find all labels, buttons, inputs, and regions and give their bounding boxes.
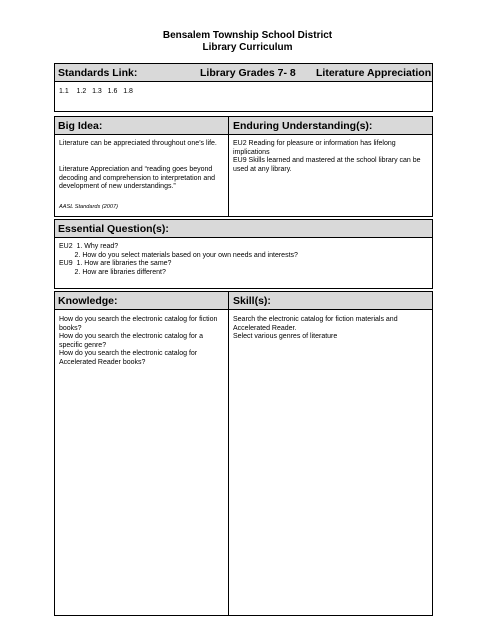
big-idea-p2: Literature Appreciation and “reading goes beyond decoding and comprehension to interpretation and development of new understandings.”	[59, 166, 216, 191]
grades-label: Library Grades 7- 8	[200, 67, 296, 79]
skills-label: Skill(s):	[233, 295, 271, 307]
enduring-eu2: EU2 Reading for pleasure or information has lifelong implications	[233, 140, 396, 156]
big-idea-p1: Literature can be appreciated throughout one’s life.	[59, 140, 217, 147]
essential-line: 2. How are libraries different?	[59, 268, 166, 276]
essential-line: EU9 1. How are libraries the same?	[59, 260, 172, 268]
skills-item: Select various genres of literature	[233, 333, 338, 341]
standards-codes: 1.1 1.2 1.3 1.6 1.8	[59, 88, 133, 95]
essential-line: 2. How do you select materials based on your own needs and interests?	[59, 251, 298, 259]
big-idea-label: Big Idea:	[58, 120, 103, 132]
subject-label: Literature Appreciation	[316, 67, 432, 79]
enduring-label: Enduring Understanding(s):	[233, 120, 373, 132]
essential-label: Essential Question(s):	[58, 223, 169, 235]
enduring-eu9: EU9 Skills learned and mastered at the school library can be used at any library.	[233, 157, 421, 173]
knowledge-item: How do you search the electronic catalog for Accelerated Reader books?	[59, 350, 198, 366]
essential-line: EU2 1. Why read?	[59, 243, 119, 250]
standards-label: Standards Link:	[58, 67, 138, 79]
curriculum-title: Library Curriculum	[202, 42, 293, 53]
knowledge-item: How do you search the electronic catalog for a specific genre?	[59, 333, 203, 349]
district-title: Bensalem Township School District	[162, 30, 333, 41]
skills-item: Search the electronic catalog for fiction materials and Accelerated Reader.	[233, 316, 398, 332]
knowledge-label: Knowledge:	[58, 295, 118, 307]
big-idea-source: AASL Standards (2007)	[59, 204, 118, 210]
knowledge-item: How do you search the electronic catalog for fiction books?	[59, 316, 218, 332]
